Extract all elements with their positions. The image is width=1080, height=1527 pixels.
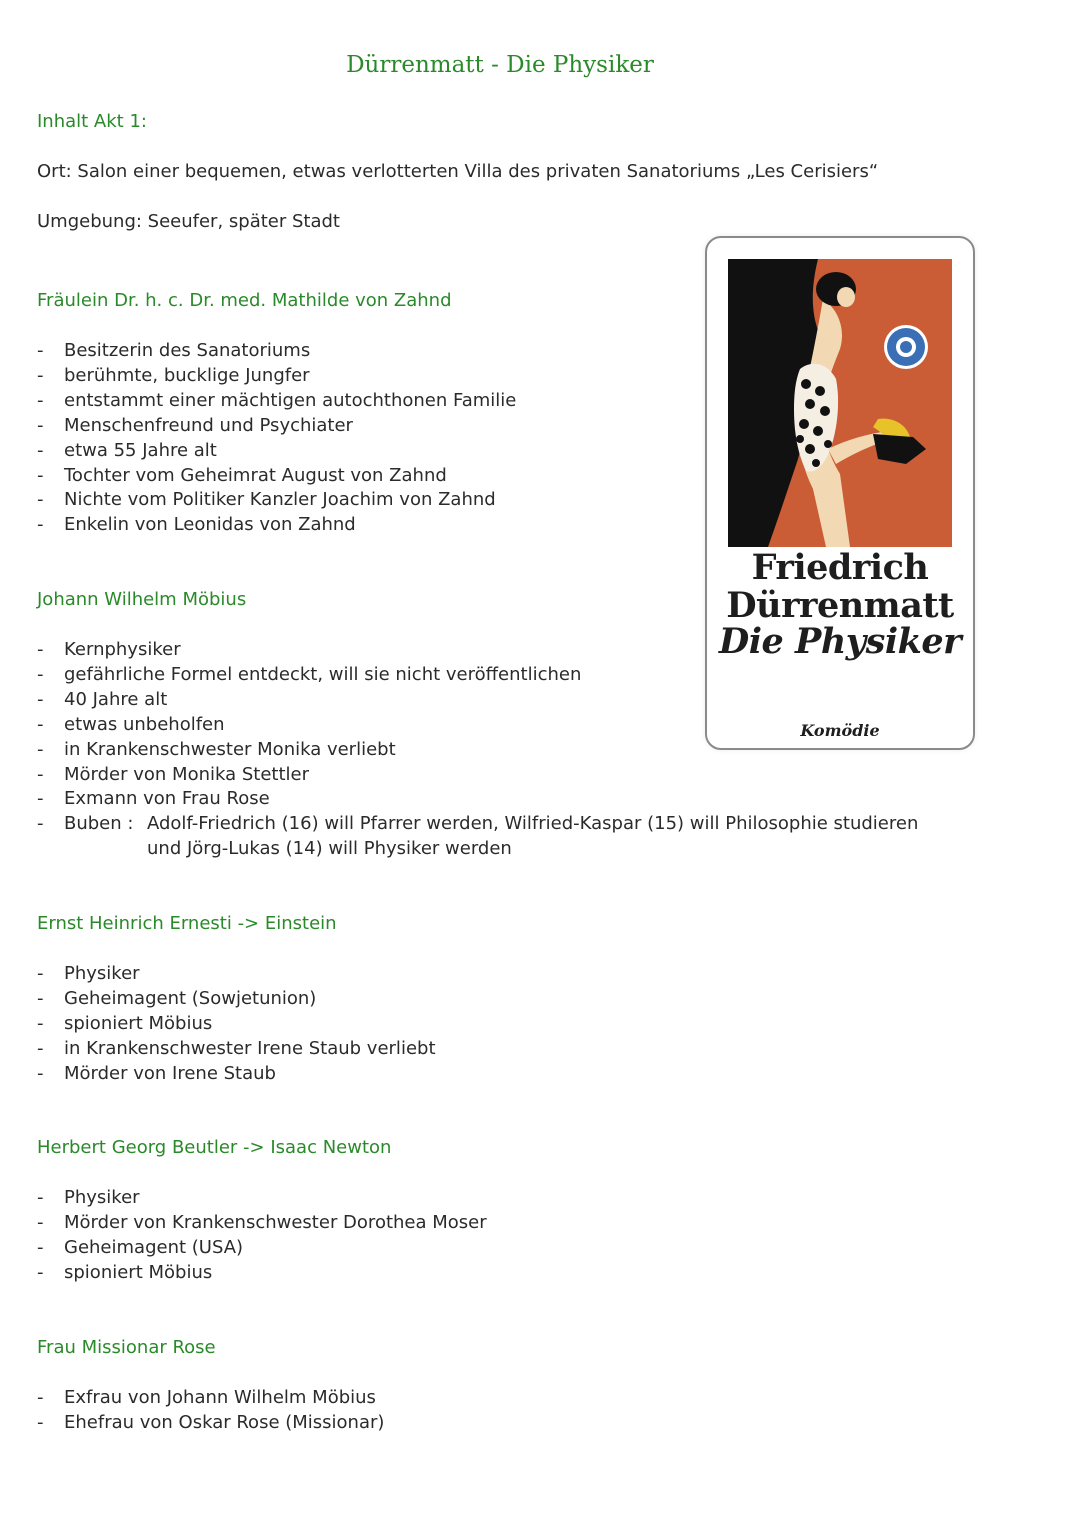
list-item: - berühmte, bucklige Jungfer <box>37 364 516 389</box>
list-item: - Ehefrau von Oskar Rose (Missionar) <box>37 1411 384 1436</box>
cover-illustration <box>728 259 952 547</box>
character-heading-zahnd: Fräulein Dr. h. c. Dr. med. Mathilde von Zahnd <box>37 290 452 311</box>
trait-list-zahnd <box>37 339 516 538</box>
list-item: - gefährliche Formel entdeckt, will sie nicht veröffentlichen <box>37 663 947 688</box>
list-item: - spioniert Möbius <box>37 1012 436 1037</box>
list-item: - Exfrau von Johann Wilhelm Möbius <box>37 1386 384 1411</box>
list-item: - Geheimagent (USA) <box>37 1236 487 1261</box>
list-item: - in Krankenschwester Monika verliebt <box>37 738 947 763</box>
character-heading-beutler: Herbert Georg Beutler -> Isaac Newton <box>37 1137 392 1158</box>
surroundings-text: Umgebung: Seeufer, später Stadt <box>37 211 340 232</box>
character-heading-ernesti: Ernst Heinrich Ernesti -> Einstein <box>37 913 337 934</box>
list-item: - Mörder von Monika Stettler <box>37 763 947 788</box>
cover-author-first: Friedrich <box>751 547 929 588</box>
list-item: - Menschenfreund und Psychiater <box>37 414 516 439</box>
list-item: - in Krankenschwester Irene Staub verliebt <box>37 1037 436 1062</box>
trait-list-beutler <box>37 1186 487 1286</box>
dancer-illustration <box>728 259 952 547</box>
location-text: Ort: Salon einer bequemen, etwas verlotterten Villa des privaten Sanatoriums „Les Cerisiers“ <box>37 161 879 182</box>
cover-author <box>707 549 973 625</box>
list-item: - Nichte vom Politiker Kanzler Joachim von Zahnd <box>37 488 516 513</box>
list-item: - Exmann von Frau Rose <box>37 787 947 812</box>
page-title: Dürrenmatt - Die Physiker <box>346 52 654 78</box>
list-item: - Physiker <box>37 1186 487 1211</box>
buben-text: Adolf-Friedrich (16) will Pfarrer werden, Wilfried-Kaspar (15) will Philosophie studieren und Jörg-Lukas (14) will Physiker werden <box>147 813 919 860</box>
list-item: - Mörder von Irene Staub <box>37 1062 436 1087</box>
list-item: - Besitzerin des Sanatoriums <box>37 339 516 364</box>
list-item: - Enkelin von Leonidas von Zahnd <box>37 513 516 538</box>
list-item: - Mörder von Krankenschwester Dorothea Moser <box>37 1211 487 1236</box>
list-item: - etwa 55 Jahre alt <box>37 439 516 464</box>
cover-genre: Komödie <box>800 721 880 740</box>
list-item: - spioniert Möbius <box>37 1261 487 1286</box>
list-item: - 40 Jahre alt <box>37 688 947 713</box>
character-heading-rose: Frau Missionar Rose <box>37 1337 216 1358</box>
character-heading-moebius: Johann Wilhelm Möbius <box>37 589 247 610</box>
cover-author-last: Dürrenmatt <box>726 585 954 626</box>
section-heading: Inhalt Akt 1: <box>37 111 147 132</box>
list-item: - etwas unbeholfen <box>37 713 947 738</box>
buben-label: - Buben : <box>64 813 134 835</box>
list-item: - Kernphysiker <box>37 638 947 663</box>
cover-title: Die Physiker <box>718 621 962 662</box>
list-item: - Physiker <box>37 962 436 987</box>
list-item: - Geheimagent (Sowjetunion) <box>37 987 436 1012</box>
list-item-buben <box>37 812 947 862</box>
trait-list-ernesti <box>37 962 436 1087</box>
trait-list-rose <box>37 1386 384 1436</box>
list-item: - entstammt einer mächtigen autochthonen Familie <box>37 389 516 414</box>
list-item: - Tochter vom Geheimrat August von Zahnd <box>37 464 516 489</box>
book-cover-image <box>705 236 975 750</box>
